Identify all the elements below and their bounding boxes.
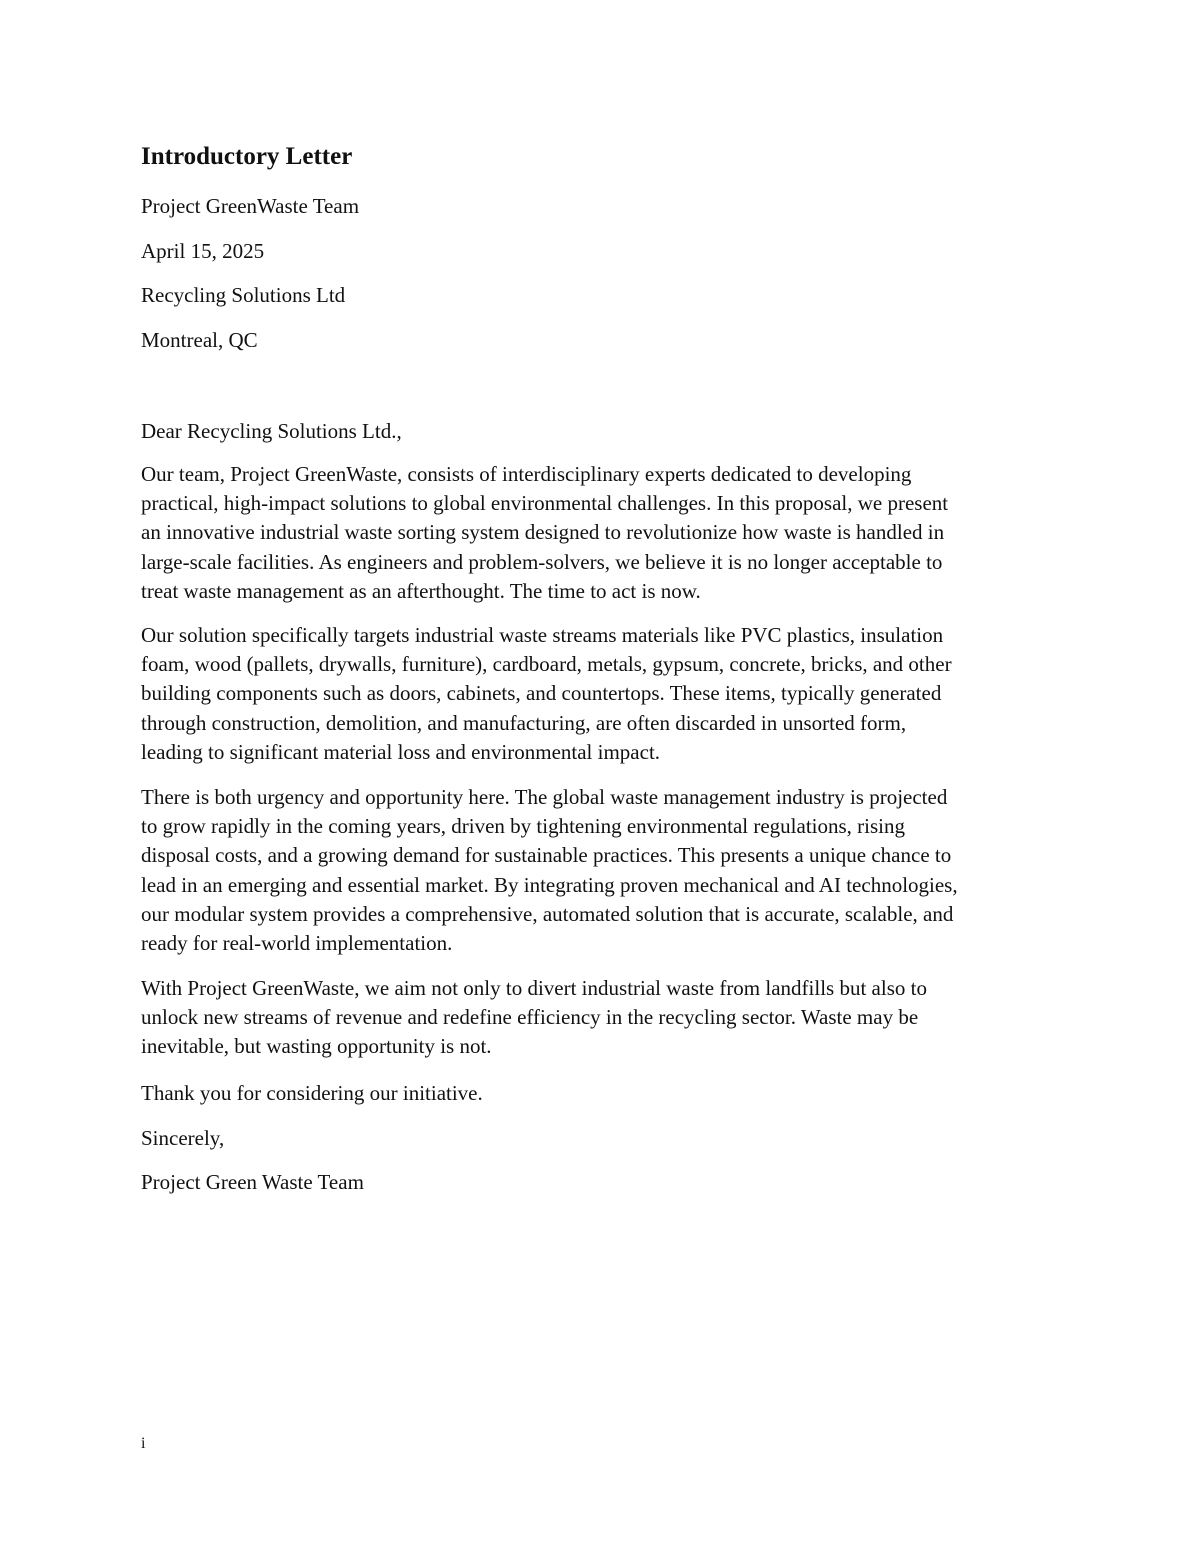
paragraph-line: inevitable, but wasting opportunity is not. [141, 1034, 492, 1059]
paragraph-line: Our team, Project GreenWaste, consists of interdisciplinary experts dedicated to developing [141, 462, 912, 486]
thanks-line: Thank you for considering our initiative. [141, 1081, 483, 1105]
paragraph-line: There is both urgency and opportunity here. The global waste management industry is projected [141, 785, 948, 809]
paragraph-line: our modular system provides a comprehensive, automated solution that is accurate, scalable, and [141, 901, 954, 926]
paragraph-line: practical, high-impact solutions to global environmental challenges. In this proposal, we present [141, 491, 949, 516]
paragraph-line: large-scale facilities. As engineers and problem-solvers, we believe it is no longer acceptable to [141, 549, 943, 574]
closing-line: Sincerely, [141, 1126, 225, 1150]
signature-line: Project Green Waste Team [141, 1170, 364, 1194]
paragraph-line: ready for real-world implementation. [141, 931, 453, 956]
paragraph-line: through construction, demolition, and manufacturing, are often discarded in unsorted form, [141, 710, 907, 735]
paragraph-line: treat waste management as an afterthought. The time to act is now. [141, 578, 701, 603]
paragraph-line: disposal costs, and a growing demand for sustainable practices. This presents a unique chance to [141, 843, 952, 868]
paragraph-line: leading to significant material loss and environmental impact. [141, 739, 661, 764]
paragraph-conclusion [141, 974, 1081, 1062]
paragraph-line: building components such as doors, cabinets, and countertops. These items, typically generated [141, 681, 942, 706]
paragraph-line: to grow rapidly in the coming years, driven by tightening environmental regulations, rising [141, 814, 906, 839]
paragraph-solution [141, 621, 1081, 767]
paragraph-line: Our solution specifically targets industrial waste streams materials like PVC plastics, insulation [141, 623, 944, 647]
paragraph-line: unlock new streams of revenue and redefine efficiency in the recycling sector. Waste may be [141, 1005, 919, 1030]
paragraph-line: lead in an emerging and essential market. By integrating proven mechanical and AI technologies, [141, 872, 958, 897]
salutation: Dear Recycling Solutions Ltd., [141, 419, 402, 443]
recipient-name-line: Recycling Solutions Ltd [141, 283, 346, 307]
letter-title: Introductory Letter [141, 143, 353, 170]
date-line: April 15, 2025 [141, 239, 265, 263]
paragraph-opportunity [141, 783, 1081, 958]
recipient-city-line: Montreal, QC [141, 328, 258, 352]
page-number: i [141, 1435, 146, 1452]
paragraph-line: foam, wood (pallets, drywalls, furniture), cardboard, metals, gypsum, concrete, bricks, and other [141, 652, 952, 677]
paragraph-line: With Project GreenWaste, we aim not only to divert industrial waste from landfills but also to [141, 976, 927, 1000]
paragraph-line: an innovative industrial waste sorting system designed to revolutionize how waste is handled in [141, 520, 945, 545]
sender-line: Project GreenWaste Team [141, 194, 360, 218]
paragraph-intro [141, 460, 1081, 606]
